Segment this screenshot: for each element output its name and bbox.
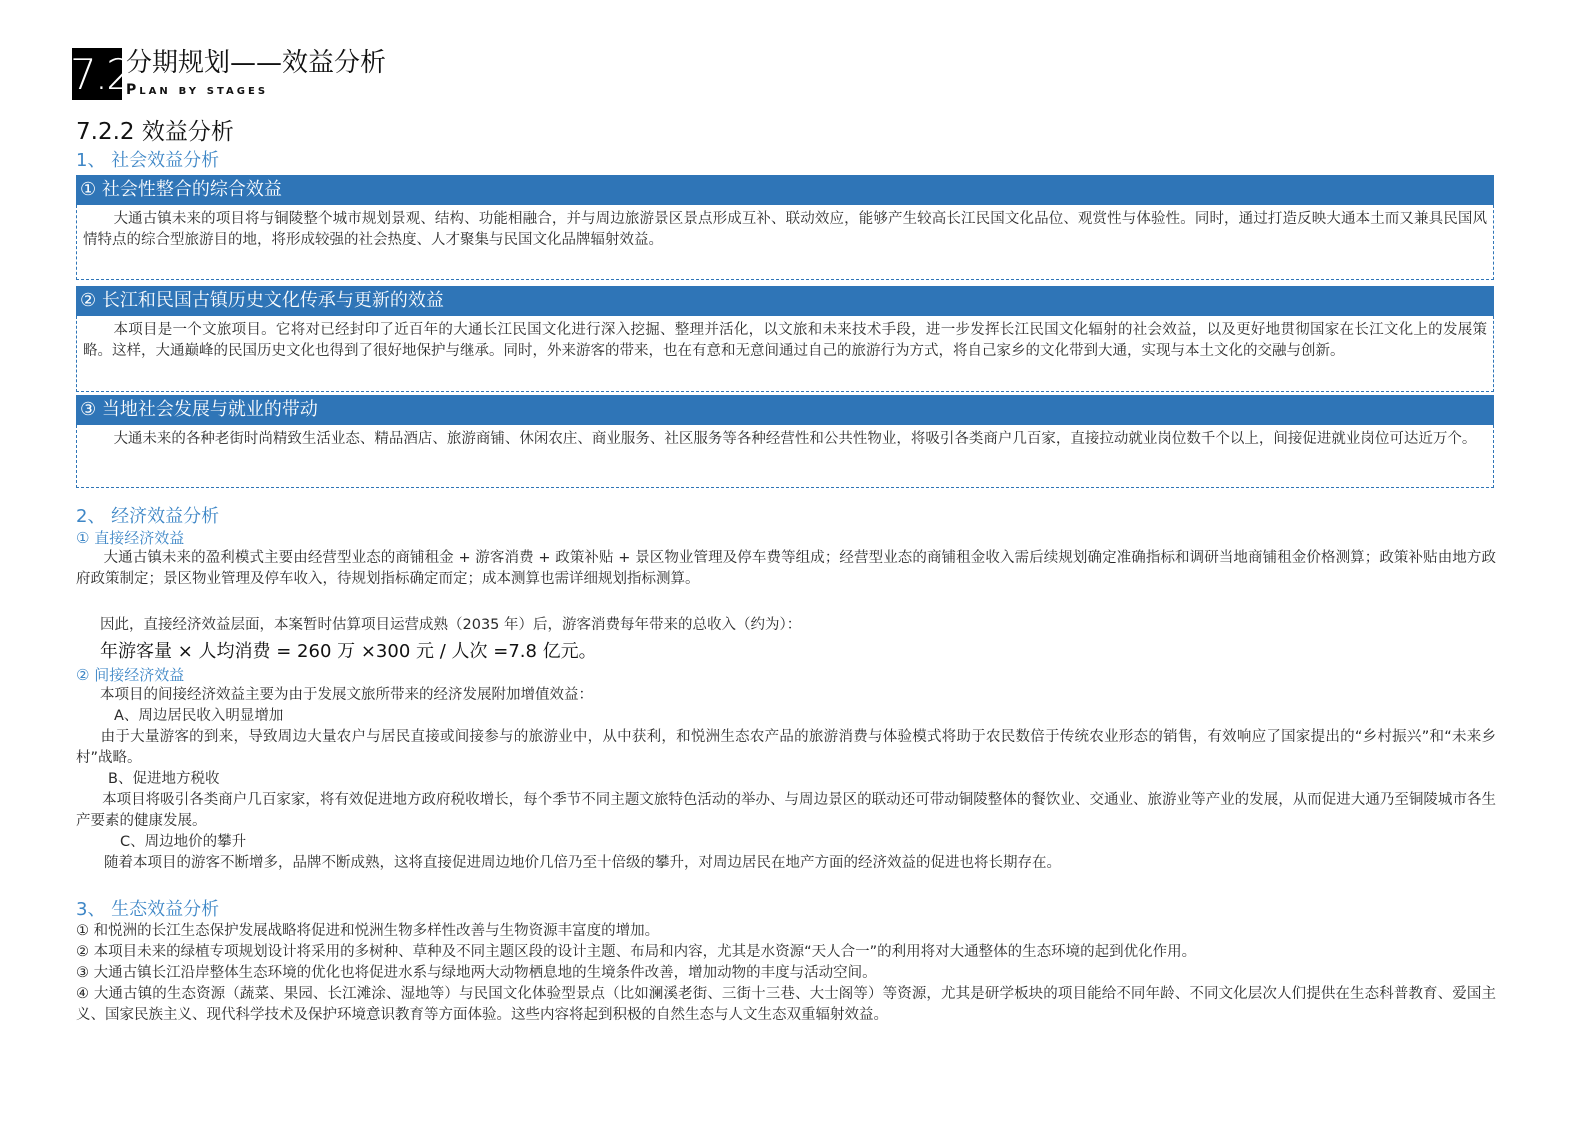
chapter-number: 7.2 bbox=[70, 50, 131, 99]
chapter-subtitle: Plan by stages bbox=[126, 82, 269, 98]
social-item-2-text: 本项目是一个文旅项目。它将对已经封印了近百年的大通长江民国文化进行深入挖掘、整理并活化，以文旅和未来技术手段，进一步发挥长江民国文化辐射的社会效益，以及更好地贯彻国家在长江文化上的发展策略。这样，大通巅峰的民国历史文化也得到了很好地保护与继承。同时，外来游客的带来，也在有意和无意间通过自己的旅游行为方式，将自己家乡的文化带到大通，实现与本土文化的交融与创新。 bbox=[83, 322, 1487, 359]
social-item-1-title: ① 社会性整合的综合效益 bbox=[76, 175, 1494, 205]
indirect-b-title: B、促进地方税收 bbox=[108, 771, 220, 787]
formula: 年游客量 × 人均消费 = 260 万 ×300 元 / 人次 =7.8 亿元。 bbox=[100, 641, 597, 662]
indirect-intro: 本项目的间接经济效益主要为由于发展文旅所带来的经济发展附加增值效益： bbox=[100, 687, 593, 703]
economic-heading: 2、 经济效益分析 bbox=[76, 506, 220, 527]
ecological-heading: 3、 生态效益分析 bbox=[76, 899, 220, 920]
social-item-1-text: 大通古镇未来的项目将与铜陵整个城市规划景观、结构、功能相融合，并与周边旅游景区景点形成互补、联动效应，能够产生较高长江民国文化品位、观赏性与体验性。同时，通过打造反映大通本土而又兼具民国风情特点的综合型旅游目的地，将形成较强的社会热度、人才聚集与民国文化品牌辐射效益。 bbox=[83, 211, 1487, 248]
indirect-c-title: C、周边地价的攀升 bbox=[120, 834, 247, 850]
indirect-c-text: 随着本项目的游客不断增多，品牌不断成熟，这将直接促进周边地价几倍乃至十倍级的攀升，对周边居民在地产方面的经济效益的促进也将长期存在。 bbox=[104, 855, 1061, 871]
social-item-3-title: ③ 当地社会发展与就业的带动 bbox=[76, 395, 1494, 425]
direct-heading: ① 直接经济效益 bbox=[76, 529, 185, 547]
social-item-1-box bbox=[76, 205, 1494, 280]
direct-text: 大通古镇未来的盈利模式主要由经营型业态的商铺租金 + 游客消费 + 政策补贴 + 景区物业管理及停车费等组成；经营型业态的商铺租金收入需后续规划确定准确指标和调研当地商铺租金价格测算；政策补贴由地方政府政策制定；景区物业管理及停车收入，待规划指标确定而定；成本测算也需详细规划指标测算。 bbox=[76, 550, 1496, 587]
ecological-item-1: ① 和悦洲的长江生态保护发展战略将促进和悦洲生物多样性改善与生物资源丰富度的增加。 bbox=[76, 923, 660, 939]
indirect-a-title: A、周边居民收入明显增加 bbox=[114, 708, 284, 724]
social-item-2-box bbox=[76, 316, 1494, 392]
ecological-item-2: ② 本项目未来的绿植专项规划设计将采用的多树种、草种及不同主题区段的设计主题、布局和内容，尤其是水资源“天人合一”的利用将对大通整体的生态环境的起到优化作用。 bbox=[76, 944, 1197, 960]
social-item-3-text: 大通未来的各种老街时尚精致生活业态、精品酒店、旅游商铺、休闲农庄、商业服务、社区服务等各种经营性和公共性物业，将吸引各类商户几百家，直接拉动就业岗位数千个以上，间接促进就业岗位可达近万个。 bbox=[113, 431, 1477, 447]
section-title: 7.2.2 效益分析 bbox=[76, 119, 234, 145]
indirect-heading: ② 间接经济效益 bbox=[76, 666, 185, 684]
social-item-2-title: ② 长江和民国古镇历史文化传承与更新的效益 bbox=[76, 286, 1494, 316]
ecological-item-3: ③ 大通古镇长江沿岸整体生态环境的优化也将促进水系与绿地两大动物栖息地的生境条件改善，增加动物的丰度与活动空间。 bbox=[76, 965, 877, 981]
ecological-item-4: ④ 大通古镇的生态资源（蔬菜、果园、长江滩涂、湿地等）与民国文化体验型景点（比如澜溪老街、三街十三巷、大士阁等）等资源，尤其是研学板块的项目能给不同年龄、不同文化层次人们提供在生态科普教育、爱国主义、国家民族主义、现代科学技术及保护环境意识教育等方面体验。这些内容将起到积极的自然生态与人文生态双重辐射效益。 bbox=[76, 986, 1496, 1023]
social-heading: 1、 社会效益分析 bbox=[76, 150, 220, 171]
estimate-text: 因此，直接经济效益层面，本案暂时估算项目运营成熟（2035 年）后，游客消费每年带来的总收入（约为）： bbox=[100, 617, 802, 633]
indirect-b-text: 本项目将吸引各类商户几百家家，将有效促进地方政府税收增长，每个季节不同主题文旅特色活动的举办、与周边景区的联动还可带动铜陵整体的餐饮业、交通业、旅游业等产业的发展，从而促进大通乃至铜陵城市各生产要素的健康发展。 bbox=[76, 792, 1496, 829]
social-item-3-box bbox=[76, 425, 1494, 488]
chapter-title: 分期规划——效益分析 bbox=[126, 48, 387, 78]
indirect-a-text: 由于大量游客的到来，导致周边大量农户与居民直接或间接参与的旅游业中，从中获利，和悦洲生态农产品的旅游消费与体验模式将助于农民数倍于传统农业形态的销售，有效响应了国家提出的“乡村振兴”和“未来乡村”战略。 bbox=[76, 729, 1496, 766]
